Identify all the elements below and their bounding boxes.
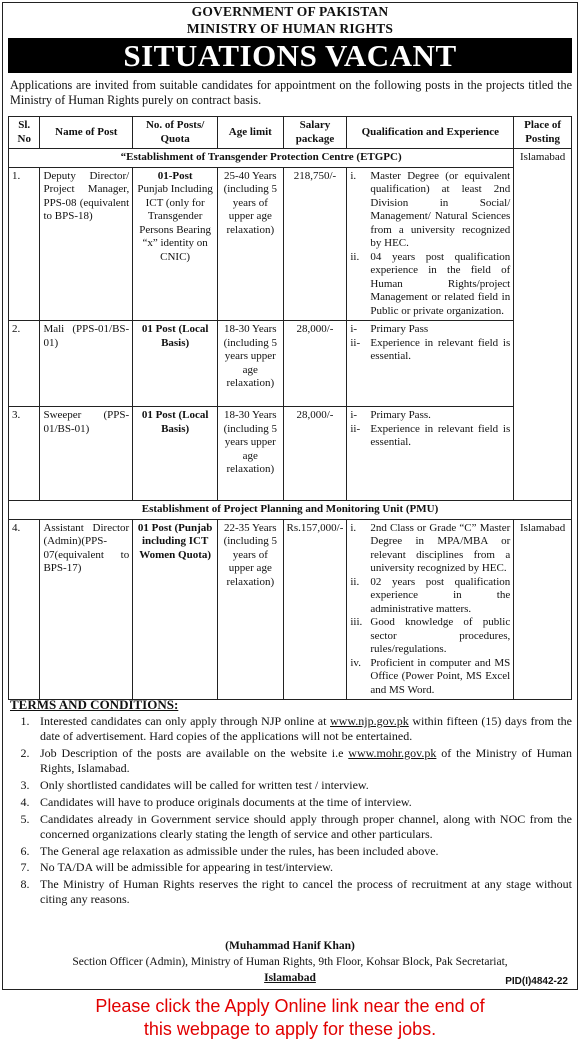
row-post-name: Mali (PPS-01/BS-01) (40, 321, 133, 407)
term-number: 2. (20, 746, 30, 760)
signatory-designation: Section Officer (Admin), Ministry of Human Rights, 9th Floor, Kohsar Block, Pak Secretariat, (72, 956, 508, 968)
table-row (9, 519, 572, 700)
qualification-item: iii. Good knowledge of public sector procedures, rules/regulations. (350, 616, 511, 655)
row-qualification (347, 407, 514, 501)
qualification-item: ii. 02 years post qualification experience in the administrative matters. (350, 575, 511, 615)
term-number: 5. (20, 811, 30, 826)
situations-vacant-banner: SITUATIONS VACANT (8, 38, 572, 73)
table-row (9, 167, 572, 321)
term-text: Candidates will have to produce originals documents at the time of interview. (40, 794, 412, 809)
row-quota: 01 Post (Punjab including ICT Women Quota) (133, 519, 218, 700)
terms-title: TERMS AND CONDITIONS: (10, 697, 179, 712)
place-of-posting-pmu: Islamabad (514, 519, 572, 700)
row-salary: 28,000/- (283, 321, 347, 407)
row-sl: 2. (9, 321, 40, 407)
table-row (9, 407, 572, 501)
njp-link[interactable]: www.njp.gov.pk (330, 714, 409, 728)
list-item (10, 860, 572, 875)
section-title-etgpc: “Establishment of Transgender Protection Centre (ETGPC) (9, 149, 514, 168)
row-quota (133, 167, 218, 321)
header-sl-no: Sl. No (9, 117, 40, 149)
term-number: 8. (20, 877, 30, 892)
table-header-row (9, 117, 572, 149)
term-text: Candidates already in Government service should apply through proper channel, along with NOC from the concerned organizations clearly stating the length of service and other particulars. (40, 811, 572, 841)
term-text: Interested candidates can only apply through NJP online at www.njp.gov.pk within fifteen (15) days from the date of advertisement. Hard copies of the applications will not be entertained. (40, 714, 572, 744)
ministry-header: MINISTRY OF HUMAN RIGHTS (186, 21, 394, 36)
qualification-item: ii. 04 years post qualification experience in the field of Human Rights/project Management or related field in Public or private organization. (350, 250, 511, 317)
header-qualification: Qualification and Experience (347, 117, 514, 149)
row-quota: 01 Post (Local Basis) (133, 321, 218, 407)
terms-list (10, 714, 572, 909)
header-quota: No. of Posts/ Quota (133, 117, 218, 149)
row-age-limit: 18-30 Years (including 5 years upper age relaxation) (218, 321, 283, 407)
qualification-item: i. 2nd Class or Grade “C” Master Degree in MPA/MBA or relevant disciplines from a university recognized by HEC. (350, 521, 511, 574)
row-salary: Rs.157,000/- (283, 519, 347, 700)
row-post-name: Sweeper (PPS-01/BS-01) (40, 407, 133, 501)
table-row (9, 321, 572, 407)
header-salary: Salary package (283, 117, 347, 149)
term-number: 4. (20, 794, 30, 809)
signatory-name: (Muhammad Hanif Khan) (225, 940, 355, 952)
mohr-link[interactable]: www.mohr.gov.pk (348, 746, 437, 760)
row-qualification (347, 167, 514, 321)
signatory-city: Islamabad (264, 972, 316, 984)
apply-online-notice (0, 995, 580, 1041)
qualification-item: i- Primary Pass. (350, 409, 431, 421)
place-of-posting-etgpc: Islamabad (514, 149, 572, 501)
government-header: GOVERNMENT OF PAKISTAN (191, 4, 389, 19)
jobs-table (8, 116, 572, 700)
list-item (10, 746, 572, 776)
row-qualification (347, 321, 514, 407)
row-quota-count: 01-Post (157, 169, 193, 182)
header-age-limit: Age limit (218, 117, 283, 149)
term-text: No TA/DA will be admissible for appearing in test/interview. (40, 860, 333, 875)
notice-line-2: this webpage to apply for these jobs. (143, 1019, 437, 1039)
section-row-pmu (9, 501, 572, 520)
row-quota: 01 Post (Local Basis) (133, 407, 218, 501)
row-sl: 3. (9, 407, 40, 501)
row-salary: 218,750/- (283, 167, 347, 321)
qualification-item: ii- Experience in relevant field is essential. (350, 422, 511, 448)
term-number: 7. (20, 860, 30, 875)
row-sl: 4. (9, 519, 40, 700)
list-item (10, 795, 572, 810)
term-number: 1. (20, 714, 30, 728)
intro-paragraph: Applications are invited from suitable candidates for appointment on the following posts in the projects titled the Ministry of Human Rights purely on contract basis. (10, 78, 572, 107)
header-place-of-posting: Place of Posting (514, 117, 572, 149)
list-item (10, 844, 572, 859)
header-name-of-post: Name of Post (40, 117, 133, 149)
row-age-limit: 25-40 Years (including 5 years of upper age relaxation) (218, 167, 283, 321)
list-item (10, 778, 572, 793)
row-age-limit: 18-30 Years (including 5 years upper age relaxation) (218, 407, 283, 501)
row-salary: 28,000/- (283, 407, 347, 501)
row-qualification (347, 519, 514, 700)
term-number: 3. (20, 778, 30, 792)
qualification-item: iv. Proficient in computer and MS Office (Power Point, MS Excel and MS Word. (350, 656, 511, 696)
list-item (10, 812, 572, 842)
row-quota-detail: Punjab Including ICT (only for Transgender Persons Bearing “x” identity on CNIC) (137, 183, 213, 263)
row-post-name: Deputy Director/ Project Manager, PPS-08 (equivalent to BPS-18) (40, 167, 133, 321)
list-item (10, 877, 572, 907)
term-text: The Ministry of Human Rights reserves the right to cancel the process of recruitment at any stage without citing any reasons. (40, 877, 572, 907)
qualification-item: i. Master Degree (or equivalent qualification) at least 2nd Division in Social/ Management/ Natural Sciences from a university recognized by HEC. (350, 169, 511, 249)
term-number: 6. (20, 843, 30, 858)
row-age-limit: 22-35 Years (including 5 years of upper age relaxation) (218, 519, 283, 700)
row-sl: 1. (9, 167, 40, 321)
qualification-item: ii- Experience in relevant field is essential. (350, 336, 511, 362)
row-post-name: Assistant Director (Admin)(PPS-07(equivalent to BPS-17) (40, 519, 133, 700)
qualification-item: i- Primary Pass (350, 323, 429, 335)
term-text: Job Description of the posts are available on the website i.e www.mohr.gov.pk of the Ministry of Human Rights, Islamabad. (40, 746, 572, 776)
pid-number: PID(I)4842-22 (505, 976, 568, 987)
section-row-etgpc (9, 149, 572, 168)
term-text: Only shortlisted candidates will be called for written test / interview. (40, 778, 369, 792)
list-item (10, 714, 572, 744)
term-text: The General age relaxation as admissible under the rules, has been included above. (40, 843, 439, 858)
notice-line-1: Please click the Apply Online link near the end of (95, 996, 485, 1016)
section-title-pmu: Establishment of Project Planning and Monitoring Unit (PMU) (9, 501, 572, 520)
